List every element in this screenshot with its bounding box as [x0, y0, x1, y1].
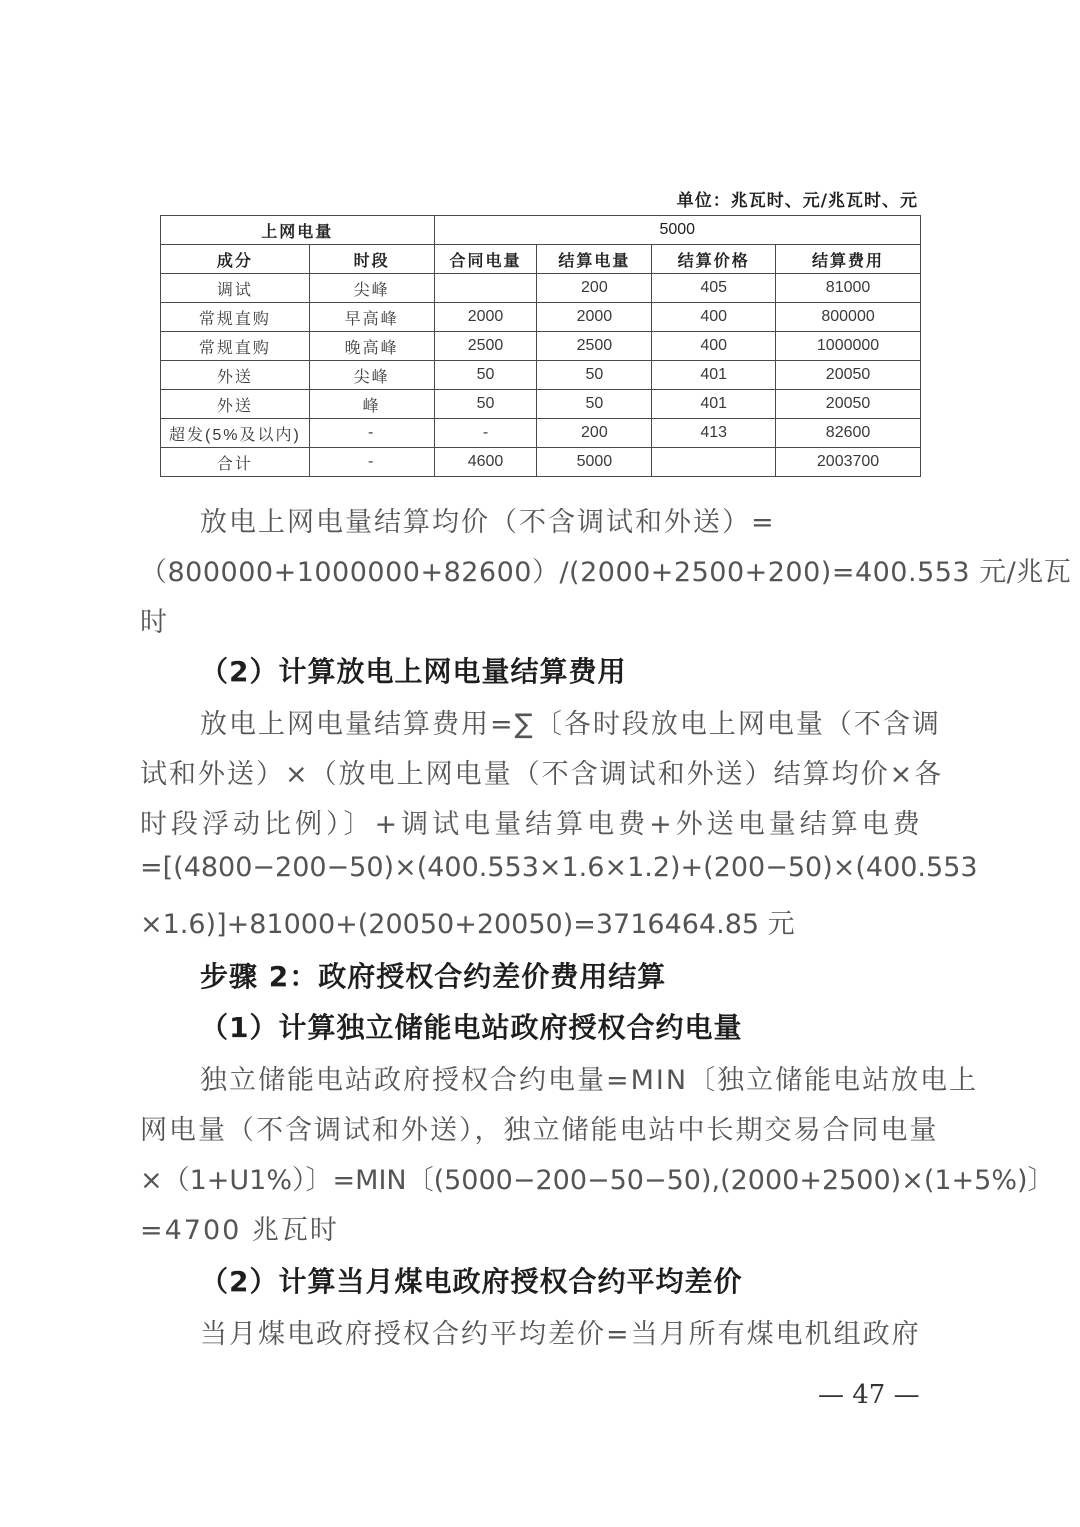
table-cell: 401 — [652, 390, 776, 419]
col-header: 合同电量 — [434, 245, 537, 274]
unit-note: 单位：兆瓦时、元/兆瓦时、元 — [676, 191, 918, 211]
table-cell: 2000 — [434, 303, 537, 332]
table-cell: 200 — [537, 274, 652, 303]
table-cell: 尖峰 — [309, 361, 434, 390]
settlement-table — [160, 215, 921, 477]
col-header: 时段 — [309, 245, 434, 274]
table-cell: - — [309, 419, 434, 448]
subsection-heading-1: （1）计算独立储能电站政府授权合约电量 — [200, 1011, 743, 1044]
table-cell: 50 — [434, 390, 537, 419]
fee-formula-line: 放电上网电量结算费用=∑〔各时段放电上网电量（不含调 — [200, 709, 941, 740]
top-value: 5000 — [434, 216, 920, 245]
col-header: 结算电量 — [537, 245, 652, 274]
table-cell: 超发(5%及以内) — [161, 419, 310, 448]
table-cell: 2003700 — [776, 448, 921, 477]
table-cell: 调试 — [161, 274, 310, 303]
table-cell: 合计 — [161, 448, 310, 477]
contract-volume-line: 网电量（不含调试和外送），独立储能电站中长期交易合同电量 — [140, 1115, 939, 1146]
table-cell: 外送 — [161, 390, 310, 419]
contract-volume-result: =4700 兆瓦时 — [140, 1215, 339, 1246]
table-header-row — [161, 245, 921, 274]
table-row — [161, 448, 921, 477]
col-header: 结算费用 — [776, 245, 921, 274]
table-cell: 400 — [652, 303, 776, 332]
table-row — [161, 419, 921, 448]
subsection-heading-2: （2）计算当月煤电政府授权合约平均差价 — [200, 1265, 743, 1298]
table-cell: 4600 — [434, 448, 537, 477]
table-cell: 81000 — [776, 274, 921, 303]
table-cell: 2500 — [537, 332, 652, 361]
step-2-heading: 步骤 2：政府授权合约差价费用结算 — [200, 960, 667, 993]
table-cell: 82600 — [776, 419, 921, 448]
table-row — [161, 274, 921, 303]
table-cell: 50 — [537, 361, 652, 390]
table-cell: 200 — [537, 419, 652, 448]
table-cell: 800000 — [776, 303, 921, 332]
table-cell: 1000000 — [776, 332, 921, 361]
col-header: 成分 — [161, 245, 310, 274]
fee-calculation-result: ×1.6)]+81000+(20050+20050)=3716464.85 元 — [140, 909, 795, 940]
table-row — [161, 390, 921, 419]
avg-price-label: 放电上网电量结算均价（不含调试和外送）= — [200, 507, 776, 538]
table-cell: 2000 — [537, 303, 652, 332]
fee-formula-line: 时段浮动比例）〕+调试电量结算电费+外送电量结算电费 — [140, 809, 924, 840]
page-number: — 47 — — [818, 1380, 920, 1410]
table-cell: 5000 — [537, 448, 652, 477]
table-cell: 峰 — [309, 390, 434, 419]
table-cell: - — [309, 448, 434, 477]
table-cell: 400 — [652, 332, 776, 361]
avg-price-formula: （800000+1000000+82600）/(2000+2500+200)=400.553 元/兆瓦 — [140, 557, 1072, 588]
table-cell: 尖峰 — [309, 274, 434, 303]
table-cell: 2500 — [434, 332, 537, 361]
table-cell: 50 — [537, 390, 652, 419]
contract-volume-line: 独立储能电站政府授权合约电量=MIN〔独立储能电站放电上 — [200, 1065, 979, 1096]
table-cell: 外送 — [161, 361, 310, 390]
table-cell: 晚高峰 — [309, 332, 434, 361]
table-cell: 20050 — [776, 361, 921, 390]
table-cell — [434, 274, 537, 303]
table-cell: 常规直购 — [161, 303, 310, 332]
table-cell: 50 — [434, 361, 537, 390]
col-header: 结算价格 — [652, 245, 776, 274]
table-top-row — [161, 216, 921, 245]
table-cell: 常规直购 — [161, 332, 310, 361]
section-heading-2: （2）计算放电上网电量结算费用 — [200, 655, 627, 688]
table-cell: 20050 — [776, 390, 921, 419]
table-cell — [652, 448, 776, 477]
table-cell: 401 — [652, 361, 776, 390]
avg-diff-line: 当月煤电政府授权合约平均差价=当月所有煤电机组政府 — [200, 1319, 921, 1350]
fee-calculation-line: =[(4800−200−50)×(400.553×1.6×1.2)+(200−50)×(400.553 — [140, 852, 978, 883]
table-row — [161, 361, 921, 390]
fee-formula-line: 试和外送）×（放电上网电量（不含调试和外送）结算均价×各 — [140, 759, 944, 790]
table-cell: 413 — [652, 419, 776, 448]
avg-price-unit: 时 — [140, 607, 169, 638]
top-label: 上网电量 — [161, 216, 435, 245]
table-row — [161, 303, 921, 332]
table-row — [161, 332, 921, 361]
table-cell: 405 — [652, 274, 776, 303]
table-cell: - — [434, 419, 537, 448]
contract-volume-calc: ×（1+U1%）〕=MIN〔(5000−200−50−50),(2000+2500)×(1+5%)〕 — [140, 1165, 1055, 1196]
table-cell: 早高峰 — [309, 303, 434, 332]
